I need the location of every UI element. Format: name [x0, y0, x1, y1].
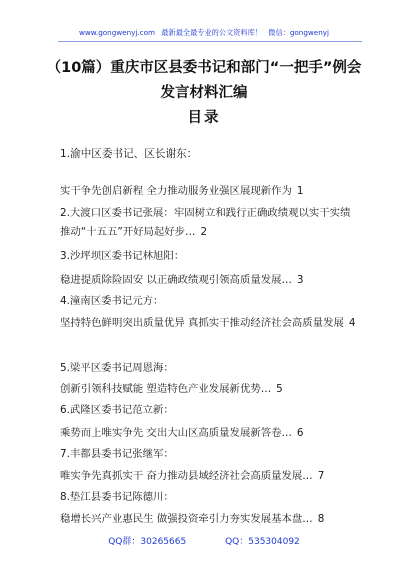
document-title-line2: 发言材料汇编	[160, 85, 248, 101]
toc-entry-title: 乘势而上唯实争先 交出大山区高质量发展新答卷…	[60, 427, 292, 439]
toc-entry-heading: 8.垫江县委书记陈德川：	[60, 491, 174, 503]
toc-entry-page: 8	[317, 513, 325, 525]
toc-entry-text: 坚持特色鲜明突出质量优异 真抓实干推动经济社会高质量发展	[60, 317, 344, 329]
toc-entry-page: 5	[276, 383, 283, 395]
toc-entry-heading: 6.武隆区委书记范立新：	[60, 404, 174, 416]
toc-entry-2[interactable]	[60, 204, 360, 242]
toc-entry-1[interactable]	[60, 184, 360, 198]
toc-entry-page: 2	[200, 226, 208, 238]
toc-entry-page: 4	[348, 317, 356, 329]
page-header	[0, 28, 408, 38]
footer-qq-group: QQ群：30265665	[108, 537, 187, 547]
toc-heading: 目录	[187, 110, 221, 126]
toc-entry-title: 唯实争先真抓实干 奋力推动县域经济社会高质量发展…	[60, 470, 313, 482]
toc-entry-title: 实干争先创启新程 全力推动服务业强区展现新作为	[60, 185, 292, 197]
toc-entry-page: 3	[296, 274, 304, 286]
toc-entry-title: 稳进提质除险固安 以正确政绩观引领高质量发展…	[60, 274, 292, 286]
toc-entry-title: 创新引领科技赋能 塑造特色产业发展新优势…	[60, 383, 272, 395]
toc-entry-heading: 3.沙坪坝区委书记林旭阳：	[60, 250, 185, 262]
toc-entry-8[interactable]	[60, 512, 360, 526]
toc-entry-heading: 5.梁平区委书记周恩海：	[60, 362, 174, 374]
footer-qq: QQ：535304092	[225, 537, 300, 547]
toc-entry-5[interactable]	[60, 382, 360, 396]
header-divider	[58, 41, 362, 42]
site-link[interactable]: www.gongwenyj.com	[78, 28, 156, 37]
header-wechat: 微信：gongwenyj	[268, 28, 330, 37]
page-footer	[0, 534, 408, 547]
toc-section-heading: 1.渝中区委书记、区长谢东：	[60, 148, 198, 160]
toc-entry-3[interactable]	[60, 273, 360, 287]
toc-entry-6[interactable]	[60, 426, 360, 440]
toc-entry-heading: 7.丰都县委书记张继军：	[60, 448, 174, 460]
toc-entry-4[interactable]	[60, 314, 360, 333]
header-slogan: 最新最全最专业的公文资料库！	[161, 28, 262, 37]
toc-entry-page: 7	[317, 470, 325, 482]
toc-entry-7[interactable]	[60, 469, 360, 483]
toc-entry-title: 稳增长兴产业惠民生 做强投资牵引力夯实发展基本盘…	[60, 513, 313, 525]
toc-entry-page: 1	[296, 185, 304, 197]
document-title-line1: （10篇）重庆市区县委书记和部门“一把手”例会	[46, 60, 362, 76]
toc-entry-text: 2.大渡口区委书记张展：牢固树立和践行正确政绩观以实干实绩推动“十五五”开好局起好步…	[60, 207, 351, 238]
toc-entry-page: 6	[296, 427, 304, 439]
toc-entry-heading: 4.潼南区委书记元方：	[60, 295, 164, 307]
